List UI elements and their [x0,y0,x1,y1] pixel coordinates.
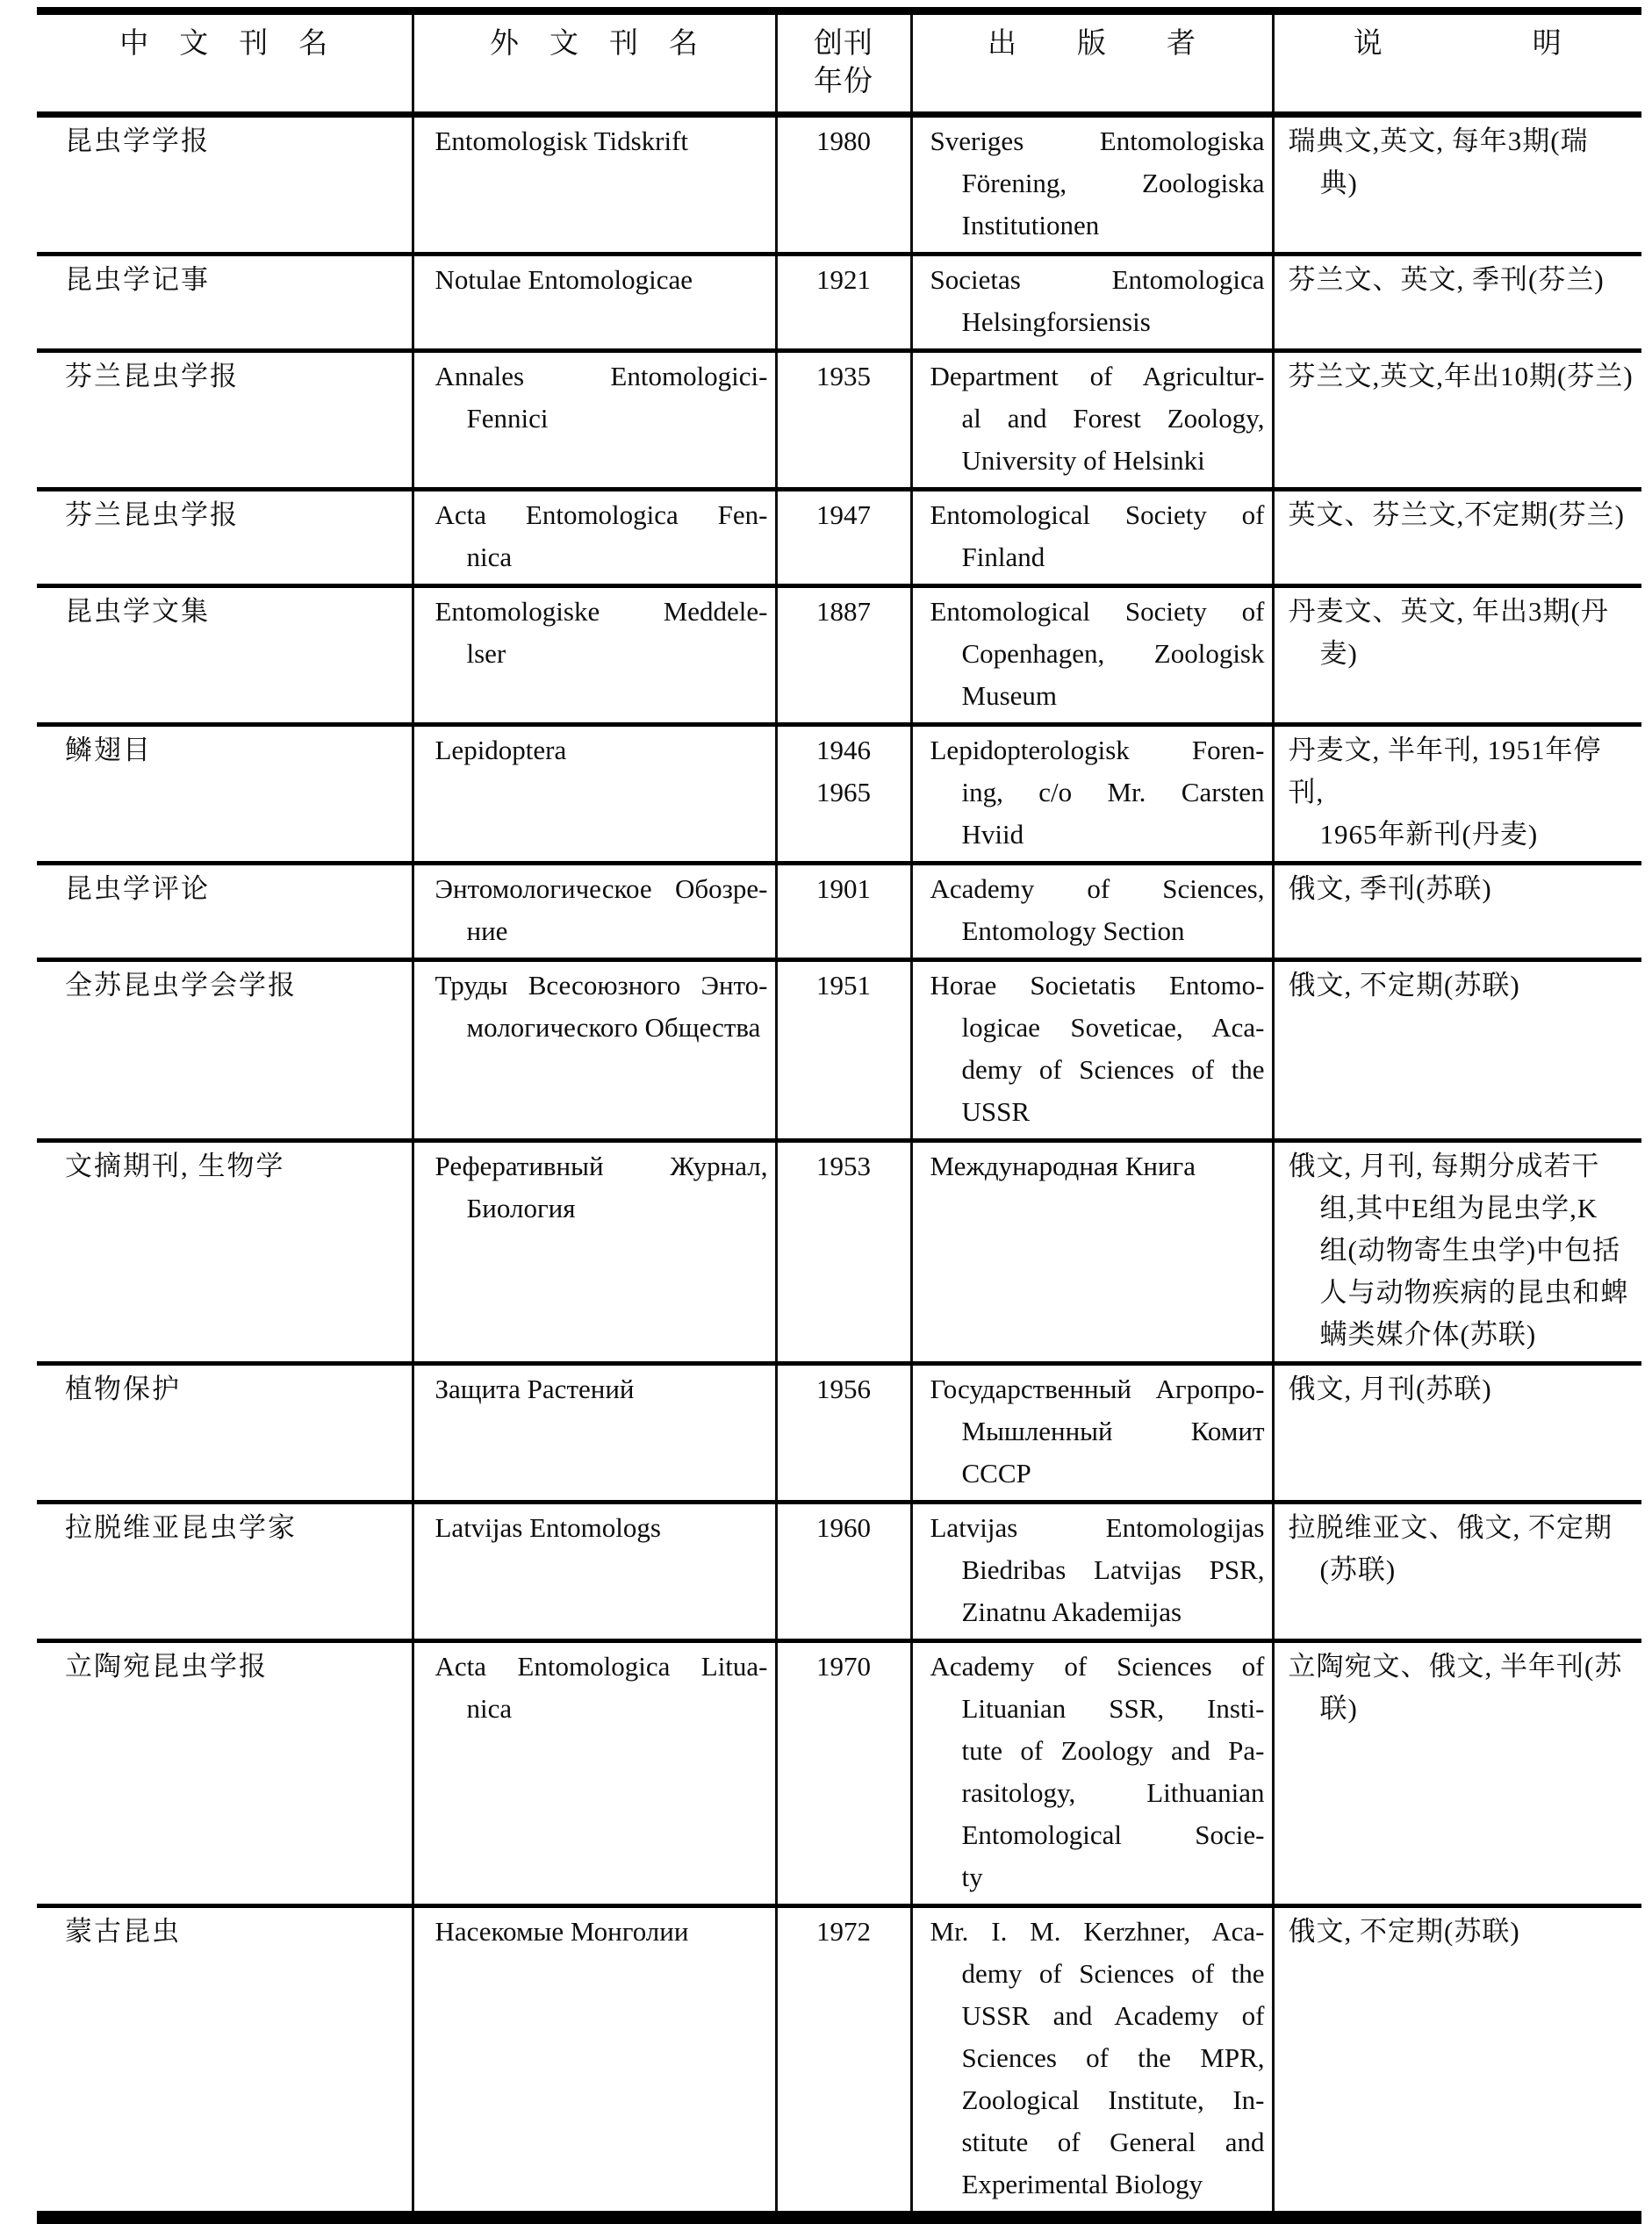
table-row [37,1364,1641,1503]
header-foreign-name [413,11,776,115]
text-line: Latvijas Entomologijas [930,1512,1265,1543]
text-line: 1965 [816,777,871,807]
table-row [37,960,1641,1141]
table-row [37,586,1641,725]
header-row [37,11,1641,115]
header-publisher [911,11,1273,115]
text-line: 瑞典文,英文, 每年3期(瑞 [1288,126,1589,156]
text-line: Zinatnu Akademijas [961,1596,1182,1627]
text-line: Энтомологическое Обозре- [435,873,768,904]
text-line: 俄文, 季刊(苏联) [1288,873,1492,904]
journal-table [37,7,1641,2224]
header-label-line: 创刊 [814,28,873,60]
text-line: Copenhagen, Zoologisk [961,638,1265,669]
table-row [37,725,1641,864]
table-row [37,255,1641,351]
publisher-cell [911,255,1273,351]
publisher-cell [911,960,1273,1141]
notes-cell [1273,351,1641,490]
text-line: 芬兰文、英文, 季刊(芬兰) [1288,264,1605,295]
notes-cell [1273,1503,1641,1641]
text-line: 1947 [816,499,871,530]
text-line: Entomologiske Meddele- [435,596,768,627]
text-line: Биология [466,1193,576,1223]
text-line: 1960 [816,1512,871,1543]
text-line: 俄文, 不定期(苏联) [1288,1916,1520,1947]
chinese-name-cell [37,1141,413,1364]
chinese-name-cell [37,1364,413,1503]
text-line: Horae Societatis Entomo- [930,970,1265,1001]
text-line: USSR and Academy of [961,2000,1265,2031]
text-line: Biedribas Latvijas PSR, [961,1554,1265,1585]
table-row [37,864,1641,960]
notes-cell [1273,115,1641,255]
text-line: lser [466,638,506,669]
chinese-name-cell [37,255,413,351]
table-row [37,490,1641,586]
text-line: 1901 [816,873,871,904]
text-line: 典) [1319,168,1358,198]
publisher-cell [911,351,1273,490]
text-line: Department of Agricultur- [930,361,1265,391]
text-line: Museum [961,680,1057,711]
founding-year-cell [776,586,911,725]
text-line: Latvijas Entomologs [435,1512,661,1543]
text-line: 俄文, 月刊(苏联) [1288,1374,1492,1404]
foreign-name-cell [413,1641,776,1906]
text-line: nica [466,542,513,572]
text-line: Zoological Institute, In- [961,2084,1265,2115]
table-row [37,1641,1641,1906]
foreign-name-cell [413,351,776,490]
text-line: СССР [961,1458,1031,1489]
founding-year-cell [776,1364,911,1503]
text-line: мологического Общества [466,1012,761,1043]
text-line: logicae Soveticae, Aca- [961,1012,1265,1043]
foreign-name-cell [413,1906,776,2218]
notes-cell [1273,586,1641,725]
text-line: 拉脱维亚昆虫学家 [65,1512,297,1543]
text-line: Experimental Biology [961,2169,1203,2199]
text-line: 丹麦文, 半年刊, 1951年停刊, [1288,735,1602,807]
text-line: al and Forest Zoology, [961,403,1265,434]
header-notes [1273,11,1641,115]
publisher-cell [911,1641,1273,1906]
text-line: Lepidoptera [435,735,567,765]
text-line: 全苏昆虫学会学报 [65,970,297,1001]
text-line: 芬兰文,英文,年出10期(芬兰) [1288,361,1634,391]
notes-cell [1273,490,1641,586]
text-line: nica [466,1693,513,1724]
text-line: Academy of Sciences, [930,873,1265,904]
text-line: 俄文, 不定期(苏联) [1288,970,1520,1001]
text-line: Entomological Society of [930,499,1265,530]
text-line: 1921 [816,264,871,295]
notes-cell [1273,864,1641,960]
founding-year-cell [776,1641,911,1906]
text-line: demy of Sciences of the [961,1054,1265,1085]
text-line: Насекомые Монголии [435,1916,689,1947]
table-row [37,115,1641,255]
notes-cell [1273,1141,1641,1364]
text-line: ty [961,1862,983,1892]
text-line: 文摘期刊, 生物学 [65,1151,285,1181]
header-label: 出 版 者 [988,28,1196,60]
text-line: 蒙古昆虫 [65,1916,181,1947]
text-line: 昆虫学文集 [65,596,210,627]
chinese-name-cell [37,1503,413,1641]
text-line: tute of Zoology and Pa- [961,1735,1265,1766]
chinese-name-cell [37,864,413,960]
text-line: University of Helsinki [961,445,1205,476]
notes-cell [1273,725,1641,864]
text-line: 1953 [816,1151,871,1181]
publisher-cell [911,725,1273,864]
text-line: demy of Sciences of the [961,1958,1265,1989]
founding-year-cell [776,1503,911,1641]
foreign-name-cell [413,960,776,1141]
text-line: 1972 [816,1916,871,1947]
text-line: 联) [1319,1693,1358,1724]
journal-table-header [37,11,1641,115]
text-line: Academy of Sciences of [930,1651,1265,1682]
text-line: 立陶宛文、俄文, 半年刊(苏 [1288,1651,1623,1682]
text-line: 1956 [816,1374,871,1404]
notes-cell [1273,1641,1641,1906]
notes-cell [1273,1906,1641,2218]
header-label: 外 文 刊 名 [490,28,699,60]
text-line: Sveriges Entomologiska [930,126,1265,156]
founding-year-cell [776,490,911,586]
chinese-name-cell [37,1906,413,2218]
publisher-cell [911,1906,1273,2218]
text-line: Lepidopterologisk Foren- [930,735,1265,765]
table-row [37,1503,1641,1641]
header-founding-year [776,11,911,115]
text-line: 昆虫学评论 [65,873,210,904]
table-row [37,1906,1641,2218]
foreign-name-cell [413,1141,776,1364]
text-line: Реферативный Журнал, [435,1151,768,1181]
founding-year-cell [776,1906,911,2218]
text-line: Acta Entomologica Fen- [435,499,768,530]
text-line: 芬兰昆虫学报 [65,499,239,530]
notes-cell [1273,255,1641,351]
table-row [37,351,1641,490]
foreign-name-cell [413,864,776,960]
publisher-cell [911,586,1273,725]
chinese-name-cell [37,586,413,725]
text-line: 1965年新刊(丹麦) [1319,819,1539,850]
foreign-name-cell [413,1503,776,1641]
text-line: 麦) [1319,638,1358,669]
chinese-name-cell [37,725,413,864]
text-line: stitute of General and [961,2127,1265,2157]
text-line: 芬兰昆虫学报 [65,361,239,391]
text-line: Helsingforsiensis [961,306,1151,337]
notes-cell [1273,1364,1641,1503]
text-line: 拉脱维亚文、俄文, 不定期 [1288,1512,1612,1543]
text-line: 1887 [816,596,871,627]
text-line: Hviid [961,819,1024,850]
text-line: 鳞翅目 [65,735,152,765]
text-line: Societas Entomologica [930,264,1265,295]
text-line: (苏联) [1319,1554,1397,1585]
text-line: USSR [961,1096,1031,1127]
header-label: 说 明 [1353,28,1562,60]
text-line: 立陶宛昆虫学报 [65,1651,268,1682]
founding-year-cell [776,864,911,960]
publisher-cell [911,1141,1273,1364]
text-line: rasitology, Lithuanian [961,1777,1265,1808]
text-line: 昆虫学记事 [65,264,210,295]
chinese-name-cell [37,115,413,255]
text-line: 螨类媒介体(苏联) [1319,1319,1537,1350]
text-line: Труды Всесоюзного Энто- [435,970,768,1001]
text-line: Acta Entomologica Litua- [435,1651,768,1682]
text-line: 昆虫学学报 [65,126,210,156]
text-line: 1951 [816,970,871,1001]
publisher-cell [911,1503,1273,1641]
foreign-name-cell [413,255,776,351]
text-line: 1970 [816,1651,871,1682]
text-line: ing, c/o Mr. Carsten [961,777,1265,807]
text-line: 组,其中E组为昆虫学,K [1319,1193,1598,1223]
text-line: Institutionen [961,210,1100,240]
foreign-name-cell [413,115,776,255]
text-line: Annales Entomologici- [435,361,768,391]
text-line: 植物保护 [65,1374,181,1404]
notes-cell [1273,960,1641,1141]
text-line: 俄文, 月刊, 每期分成若干 [1288,1151,1600,1181]
foreign-name-cell [413,490,776,586]
text-line: Lituanian SSR, Insti- [961,1693,1265,1724]
text-line: Entomologisk Tidskrift [435,126,689,156]
text-line: Защита Растений [435,1374,635,1404]
publisher-cell [911,1364,1273,1503]
text-line: Förening, Zoologiska [961,168,1265,198]
header-label-line: 年份 [814,66,873,97]
founding-year-cell [776,255,911,351]
text-line: Государственный Агропро- [930,1374,1265,1404]
text-line: 1946 [816,735,871,765]
text-line: 英文、芬兰文,不定期(芬兰) [1288,499,1625,530]
publisher-cell [911,490,1273,586]
text-line: Notulae Entomologicae [435,264,693,295]
text-line: 1980 [816,126,871,156]
text-line: Entomological Society of [930,596,1265,627]
table-row [37,1141,1641,1364]
text-line: 人与动物疾病的昆虫和蜱 [1319,1277,1629,1308]
chinese-name-cell [37,1641,413,1906]
founding-year-cell [776,351,911,490]
text-line: Entomology Section [961,915,1185,946]
founding-year-cell [776,725,911,864]
chinese-name-cell [37,351,413,490]
text-line: Мышленный Комит [961,1416,1265,1446]
chinese-name-cell [37,960,413,1141]
text-line: 丹麦文、英文, 年出3期(丹 [1288,596,1609,627]
header-chinese-name [37,11,413,115]
chinese-name-cell [37,490,413,586]
text-line: Sciences of the MPR, [961,2042,1265,2073]
founding-year-cell [776,115,911,255]
text-line: 1935 [816,361,871,391]
foreign-name-cell [413,1364,776,1503]
publisher-cell [911,864,1273,960]
publisher-cell [911,115,1273,255]
header-label: 中 文 刊 名 [119,28,329,60]
journal-table-body [37,115,1641,2218]
foreign-name-cell [413,586,776,725]
text-line: ние [466,915,508,946]
text-line: Finland [961,542,1045,572]
founding-year-cell [776,960,911,1141]
text-line: Fennici [466,403,549,434]
text-line: Entomological Socie- [961,1819,1265,1850]
text-line: 组(动物寄生虫学)中包括 [1319,1235,1621,1266]
text-line: Mr. I. M. Kerzhner, Aca- [930,1916,1265,1947]
founding-year-cell [776,1141,911,1364]
foreign-name-cell [413,725,776,864]
text-line: Международная Книга [930,1151,1196,1181]
